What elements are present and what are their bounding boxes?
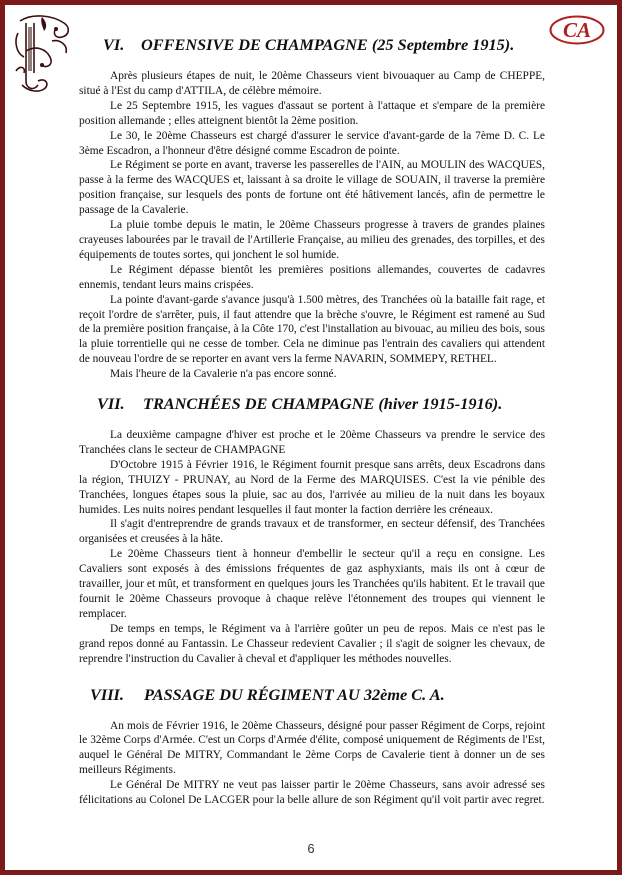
logo-text: CA	[562, 18, 592, 42]
page-number: 6	[307, 841, 315, 856]
paragraph: Le 30, le 20ème Chasseurs est chargé d'assurer le service d'avant-garde de la 7ème D. C. Le 3ème Escadron, a l'honneur d'être désigné comme Escadron de pointe.	[79, 129, 545, 157]
section-number: VIII.	[90, 684, 124, 704]
section-number: VII.	[97, 394, 125, 414]
paragraph: Il s'agit d'entreprendre de grands travaux et de transformer, en secteur défensif, des Tranchées organisées et creusées à la hâte.	[79, 518, 545, 546]
paragraph: Le Général De MITRY ne veut pas laisser partir le 20ème Chasseurs, sans avoir adressé ses félicitations au Colonel De LACGER pour la belle allure de son Régiment qu'il voit partir avec regret.	[79, 779, 545, 807]
paragraph: Le 20ème Chasseurs tient à honneur d'embellir le secteur qu'il a reçu en consigne. Les Cavaliers sont exposés à des émissions fréquentes de gaz asphyxiants, mais ils ont à cœur de travailler, jour et mût, et transforment en quelques jours les Tranchées qu'ils habitent. Et le travail que fournit le 20ème Chasseurs provoque à chaque relève l'étonnement des troupes qui viennent le remplacer.	[79, 548, 545, 620]
paragraph: La pluie tombe depuis le matin, le 20ème Chasseurs progresse à travers de grandes plaines crayeuses labourées par le travail de l'Artillerie Française, au milieu des grenades, des torpilles, et des équipements de toutes sortes, qui jonchent le sol humide.	[79, 219, 545, 261]
section-body	[79, 719, 545, 808]
section-number: VI.	[103, 35, 125, 54]
ornamental-drop-cap-icon	[12, 11, 78, 95]
page-content	[79, 35, 545, 808]
section-vi	[79, 35, 545, 382]
paragraph: De temps en temps, le Régiment va à l'arrière goûter un peu de repos. Mais ce n'est pas le grand repos donné au Fantassin. Le Chasseur redevient Cavalier ; il s'agit de soigner les chevaux, de reprendre l'instruction du Cavalier à cheval et d'appliquer les méthodes nouvelles.	[79, 622, 545, 665]
section-heading	[103, 35, 545, 55]
ca-logo	[549, 15, 605, 45]
section-vii	[79, 394, 545, 667]
paragraph: Mais l'heure de la Cavalerie n'a pas encore sonné.	[110, 368, 337, 381]
paragraph: An mois de Février 1916, le 20ème Chasseurs, désigné pour passer Régiment de Corps, rejoint le 32ème Corps d'Armée. C'est un Corps d'Armée d'élite, composé uniquement de Régiments de l'Est, auquel le Général De MITRY, Commandant le 2ème Corps de Cavalerie tient à donner un de ses meilleurs Régiments.	[79, 719, 545, 777]
section-body	[79, 428, 545, 667]
section-viii	[79, 685, 545, 808]
section-heading	[97, 394, 545, 414]
section-heading	[90, 685, 545, 705]
section-body	[79, 69, 545, 382]
paragraph: Le Régiment se porte en avant, traverse les passerelles de l'AIN, au MOULIN des WACQUES, passe à la ferme des WACQUES et, laissant à sa droite le village de SOUAIN, il traverse la première position française, sur lesquels des ponts de fortune ont été hâtivement lancés, afin de permettre le passage de la Cavalerie.	[79, 159, 545, 217]
paragraph: Après plusieurs étapes de nuit, le 20ème Chasseurs vient bivouaquer au Camp de CHEPPE, situé à l'Est du camp d'ATTILA, de célèbre mémoire.	[79, 70, 545, 97]
paragraph: La pointe d'avant-garde s'avance jusqu'à 1.500 mètres, des Tranchées où la bataille fait rage, et reçoit l'ordre de s'arrêter, puis, il faut attendre que la brèche s'ouvre, le Régiment est ramené au Sud de la première position française, à la Côte 170, c'est l'installation au bivouac, au milieu des bois, sous la pluie torrentielle qui ne cesse de tomber. Cela ne diminue pas l'entrain des cavaliers qui attendent de nouveau l'ordre de se reporter en avant vers la ferme NAVARIN, SOMMEPY, RETHEL.	[79, 293, 545, 366]
section-title: OFFENSIVE DE CHAMPAGNE (25 Septembre 1915).	[141, 35, 515, 54]
section-title: TRANCHÉES DE CHAMPAGNE (hiver 1915-1916).	[143, 394, 503, 414]
paragraph: D'Octobre 1915 à Février 1916, le Régiment fournit presque sans arrêts, deux Escadrons dans la région, THUIZY - PRUNAY, au Nord de la Ferme des MARQUISES. C'est la vie pénible des Tranchées, longues étapes sous la pluie, sac au dos, l'arrivée au milieu de la nuit dans les boyaux humides. Les nuits noires pendant lesquelles il faut monter la faction derrière les créneaux.	[79, 458, 545, 516]
section-title: PASSAGE DU RÉGIMENT AU 32ème C. A.	[144, 684, 445, 704]
paragraph: Le Régiment dépasse bientôt les premières positions allemandes, couvertes de cadavres ennemis, tendant leurs mains crispées.	[79, 263, 545, 291]
paragraph: La deuxième campagne d'hiver est proche et le 20ème Chasseurs va prendre le service des Tranchées clans le secteur de CHAMPAGNE	[79, 429, 545, 456]
paragraph: Le 25 Septembre 1915, les vagues d'assaut se portent à l'attaque et s'empare de la première position allemande ; elles atteignent bientôt la 2ème position.	[79, 99, 545, 127]
